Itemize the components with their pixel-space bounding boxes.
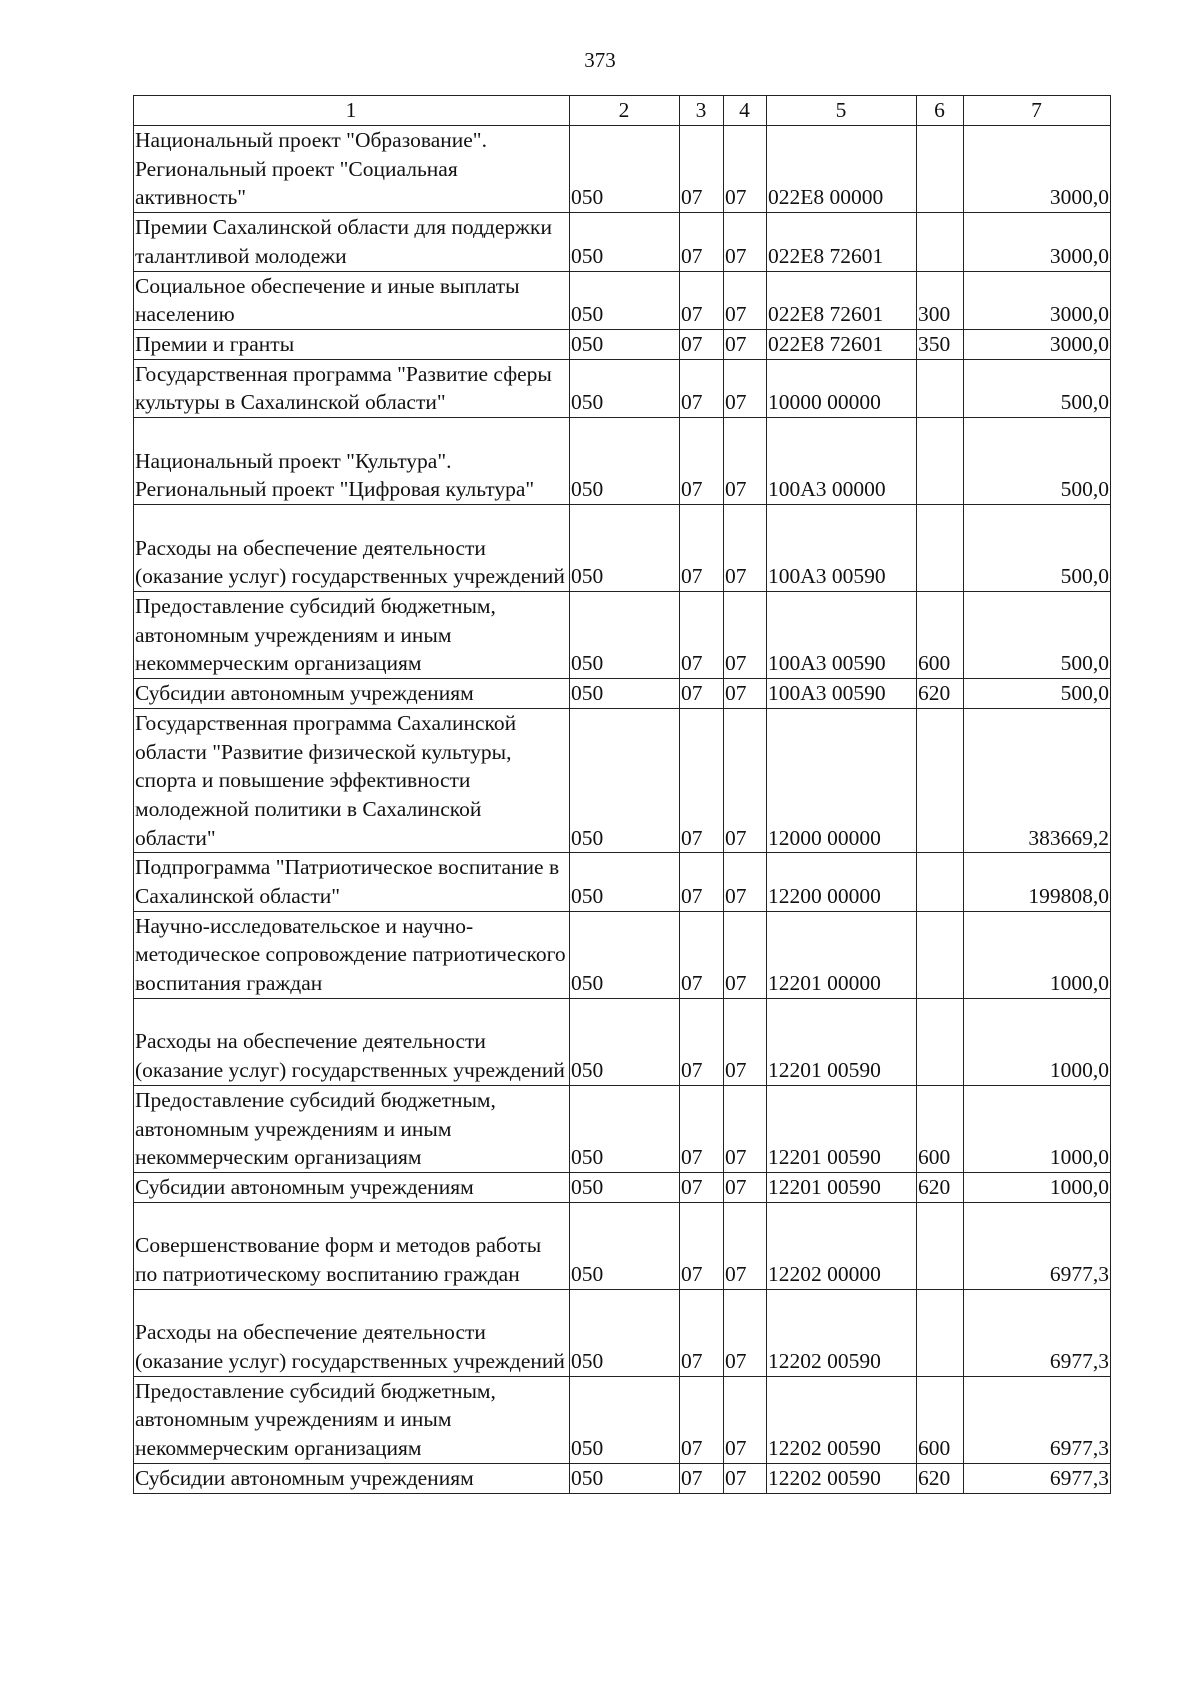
row-amount-cell: 6977,3 [964, 1202, 1111, 1289]
table-row [134, 213, 1111, 271]
table-row [134, 505, 1111, 592]
table-row [134, 418, 1111, 505]
row-target-article-cell: 100A3 00000 [767, 418, 917, 505]
row-name-cell: Расходы на обеспечение деятельности (оказание услуг) государственных учреждений [134, 505, 570, 592]
row-name-cell: Национальный проект "Культура". Региональный проект "Цифровая культура" [134, 418, 570, 505]
row-subsection-cell: 07 [724, 1463, 767, 1493]
row-subsection-cell: 07 [724, 505, 767, 592]
row-amount-cell: 6977,3 [964, 1463, 1111, 1493]
row-expense-type-cell [917, 998, 964, 1085]
row-amount-cell: 500,0 [964, 592, 1111, 679]
row-amount-cell: 500,0 [964, 359, 1111, 417]
row-target-article-cell: 10000 00000 [767, 359, 917, 417]
row-section-cell: 07 [680, 1202, 724, 1289]
row-target-article-cell: 12200 00000 [767, 853, 917, 911]
row-name-cell: Предоставление субсидий бюджетным, автономным учреждениям и иным некоммерческим организациям [134, 1376, 570, 1463]
row-expense-type-cell [917, 1202, 964, 1289]
row-admin-code-cell: 050 [570, 1172, 680, 1202]
table-row [134, 853, 1111, 911]
row-name-cell: Социальное обеспечение и иные выплаты населению [134, 271, 570, 329]
header-col-6: 6 [917, 96, 964, 126]
table-row [134, 592, 1111, 679]
row-admin-code-cell: 050 [570, 853, 680, 911]
row-target-article-cell: 12000 00000 [767, 708, 917, 853]
row-section-cell: 07 [680, 126, 724, 213]
row-section-cell: 07 [680, 329, 724, 359]
row-name-cell: Предоставление субсидий бюджетным, автономным учреждениям и иным некоммерческим организациям [134, 592, 570, 679]
table-row [134, 359, 1111, 417]
row-target-article-cell: 100A3 00590 [767, 679, 917, 709]
row-name-cell: Премии Сахалинской области для поддержки талантливой молодежи [134, 213, 570, 271]
row-name-cell: Подпрограмма "Патриотическое воспитание в Сахалинской области" [134, 853, 570, 911]
row-expense-type-cell [917, 505, 964, 592]
row-subsection-cell: 07 [724, 329, 767, 359]
row-subsection-cell: 07 [724, 998, 767, 1085]
row-subsection-cell: 07 [724, 853, 767, 911]
row-amount-cell: 500,0 [964, 505, 1111, 592]
row-section-cell: 07 [680, 911, 724, 998]
row-admin-code-cell: 050 [570, 329, 680, 359]
header-col-4: 4 [724, 96, 767, 126]
row-subsection-cell: 07 [724, 271, 767, 329]
row-expense-type-cell [917, 1289, 964, 1376]
row-expense-type-cell [917, 213, 964, 271]
row-admin-code-cell: 050 [570, 998, 680, 1085]
row-subsection-cell: 07 [724, 911, 767, 998]
row-admin-code-cell: 050 [570, 359, 680, 417]
header-col-2: 2 [570, 96, 680, 126]
row-amount-cell: 500,0 [964, 679, 1111, 709]
row-amount-cell: 1000,0 [964, 1172, 1111, 1202]
row-subsection-cell: 07 [724, 1172, 767, 1202]
row-amount-cell: 3000,0 [964, 126, 1111, 213]
row-target-article-cell: 100A3 00590 [767, 505, 917, 592]
row-target-article-cell: 12202 00590 [767, 1289, 917, 1376]
row-target-article-cell: 022E8 72601 [767, 213, 917, 271]
header-col-7: 7 [964, 96, 1111, 126]
table-row [134, 271, 1111, 329]
table-row [134, 1376, 1111, 1463]
row-section-cell: 07 [680, 592, 724, 679]
row-target-article-cell: 022E8 72601 [767, 329, 917, 359]
table-row [134, 708, 1111, 853]
row-subsection-cell: 07 [724, 359, 767, 417]
row-section-cell: 07 [680, 998, 724, 1085]
row-name-cell: Государственная программа "Развитие сферы культуры в Сахалинской области" [134, 359, 570, 417]
row-expense-type-cell: 350 [917, 329, 964, 359]
row-subsection-cell: 07 [724, 1085, 767, 1172]
table-row [134, 1202, 1111, 1289]
row-admin-code-cell: 050 [570, 1463, 680, 1493]
row-target-article-cell: 12202 00000 [767, 1202, 917, 1289]
row-admin-code-cell: 050 [570, 708, 680, 853]
row-expense-type-cell: 600 [917, 1085, 964, 1172]
row-subsection-cell: 07 [724, 418, 767, 505]
table-row [134, 998, 1111, 1085]
row-section-cell: 07 [680, 1376, 724, 1463]
table-header [134, 96, 1111, 126]
row-name-cell: Национальный проект "Образование". Региональный проект "Социальная активность" [134, 126, 570, 213]
row-target-article-cell: 12202 00590 [767, 1463, 917, 1493]
table-row [134, 329, 1111, 359]
row-section-cell: 07 [680, 271, 724, 329]
row-subsection-cell: 07 [724, 1289, 767, 1376]
row-subsection-cell: 07 [724, 679, 767, 709]
row-section-cell: 07 [680, 1463, 724, 1493]
row-expense-type-cell [917, 853, 964, 911]
row-amount-cell: 3000,0 [964, 271, 1111, 329]
row-name-cell: Субсидии автономным учреждениям [134, 1463, 570, 1493]
row-target-article-cell: 12201 00590 [767, 998, 917, 1085]
row-section-cell: 07 [680, 708, 724, 853]
row-target-article-cell: 022E8 00000 [767, 126, 917, 213]
table-row [134, 1172, 1111, 1202]
row-name-cell: Расходы на обеспечение деятельности (оказание услуг) государственных учреждений [134, 998, 570, 1085]
row-subsection-cell: 07 [724, 592, 767, 679]
row-admin-code-cell: 050 [570, 1289, 680, 1376]
row-expense-type-cell: 600 [917, 592, 964, 679]
row-admin-code-cell: 050 [570, 505, 680, 592]
row-subsection-cell: 07 [724, 213, 767, 271]
row-amount-cell: 3000,0 [964, 329, 1111, 359]
table-row [134, 1085, 1111, 1172]
row-name-cell: Субсидии автономным учреждениям [134, 679, 570, 709]
row-expense-type-cell [917, 911, 964, 998]
row-section-cell: 07 [680, 505, 724, 592]
header-col-1: 1 [134, 96, 570, 126]
row-admin-code-cell: 050 [570, 911, 680, 998]
table-row [134, 126, 1111, 213]
row-name-cell: Расходы на обеспечение деятельности (оказание услуг) государственных учреждений [134, 1289, 570, 1376]
row-admin-code-cell: 050 [570, 1376, 680, 1463]
row-admin-code-cell: 050 [570, 1202, 680, 1289]
row-amount-cell: 1000,0 [964, 911, 1111, 998]
row-section-cell: 07 [680, 1289, 724, 1376]
row-admin-code-cell: 050 [570, 1085, 680, 1172]
row-name-cell: Государственная программа Сахалинской области "Развитие физической культуры, спорта и повышение эффективности молодежной политики в Сахалинской области" [134, 708, 570, 853]
row-expense-type-cell: 300 [917, 271, 964, 329]
row-name-cell: Научно-исследовательское и научно-методическое сопровождение патриотического воспитания граждан [134, 911, 570, 998]
row-amount-cell: 383669,2 [964, 708, 1111, 853]
row-admin-code-cell: 050 [570, 126, 680, 213]
row-section-cell: 07 [680, 1085, 724, 1172]
row-amount-cell: 3000,0 [964, 213, 1111, 271]
row-name-cell: Премии и гранты [134, 329, 570, 359]
row-section-cell: 07 [680, 1172, 724, 1202]
row-section-cell: 07 [680, 213, 724, 271]
row-name-cell: Совершенствование форм и методов работы по патриотическому воспитанию граждан [134, 1202, 570, 1289]
row-admin-code-cell: 050 [570, 418, 680, 505]
row-expense-type-cell [917, 418, 964, 505]
row-target-article-cell: 12201 00590 [767, 1085, 917, 1172]
table-row [134, 679, 1111, 709]
row-amount-cell: 1000,0 [964, 1085, 1111, 1172]
row-target-article-cell: 12201 00000 [767, 911, 917, 998]
page-number: 373 [584, 48, 616, 72]
row-target-article-cell: 100A3 00590 [767, 592, 917, 679]
row-admin-code-cell: 050 [570, 213, 680, 271]
row-target-article-cell: 12202 00590 [767, 1376, 917, 1463]
header-col-3: 3 [680, 96, 724, 126]
row-subsection-cell: 07 [724, 1376, 767, 1463]
row-admin-code-cell: 050 [570, 592, 680, 679]
row-subsection-cell: 07 [724, 126, 767, 213]
row-subsection-cell: 07 [724, 708, 767, 853]
header-col-5: 5 [767, 96, 917, 126]
row-amount-cell: 6977,3 [964, 1289, 1111, 1376]
row-section-cell: 07 [680, 359, 724, 417]
row-section-cell: 07 [680, 679, 724, 709]
row-name-cell: Субсидии автономным учреждениям [134, 1172, 570, 1202]
row-admin-code-cell: 050 [570, 679, 680, 709]
table-row [134, 1463, 1111, 1493]
header-row [134, 96, 1111, 126]
row-admin-code-cell: 050 [570, 271, 680, 329]
row-expense-type-cell [917, 359, 964, 417]
row-amount-cell: 1000,0 [964, 998, 1111, 1085]
row-expense-type-cell [917, 126, 964, 213]
row-expense-type-cell: 620 [917, 1463, 964, 1493]
row-target-article-cell: 12201 00590 [767, 1172, 917, 1202]
row-amount-cell: 6977,3 [964, 1376, 1111, 1463]
row-subsection-cell: 07 [724, 1202, 767, 1289]
row-name-cell: Предоставление субсидий бюджетным, автономным учреждениям и иным некоммерческим организациям [134, 1085, 570, 1172]
row-expense-type-cell: 620 [917, 1172, 964, 1202]
row-amount-cell: 500,0 [964, 418, 1111, 505]
row-expense-type-cell [917, 708, 964, 853]
budget-table [133, 95, 1111, 1494]
table-body [134, 126, 1111, 1494]
row-expense-type-cell: 620 [917, 679, 964, 709]
table-row [134, 911, 1111, 998]
row-section-cell: 07 [680, 853, 724, 911]
table-row [134, 1289, 1111, 1376]
row-section-cell: 07 [680, 418, 724, 505]
row-target-article-cell: 022E8 72601 [767, 271, 917, 329]
row-expense-type-cell: 600 [917, 1376, 964, 1463]
row-amount-cell: 199808,0 [964, 853, 1111, 911]
